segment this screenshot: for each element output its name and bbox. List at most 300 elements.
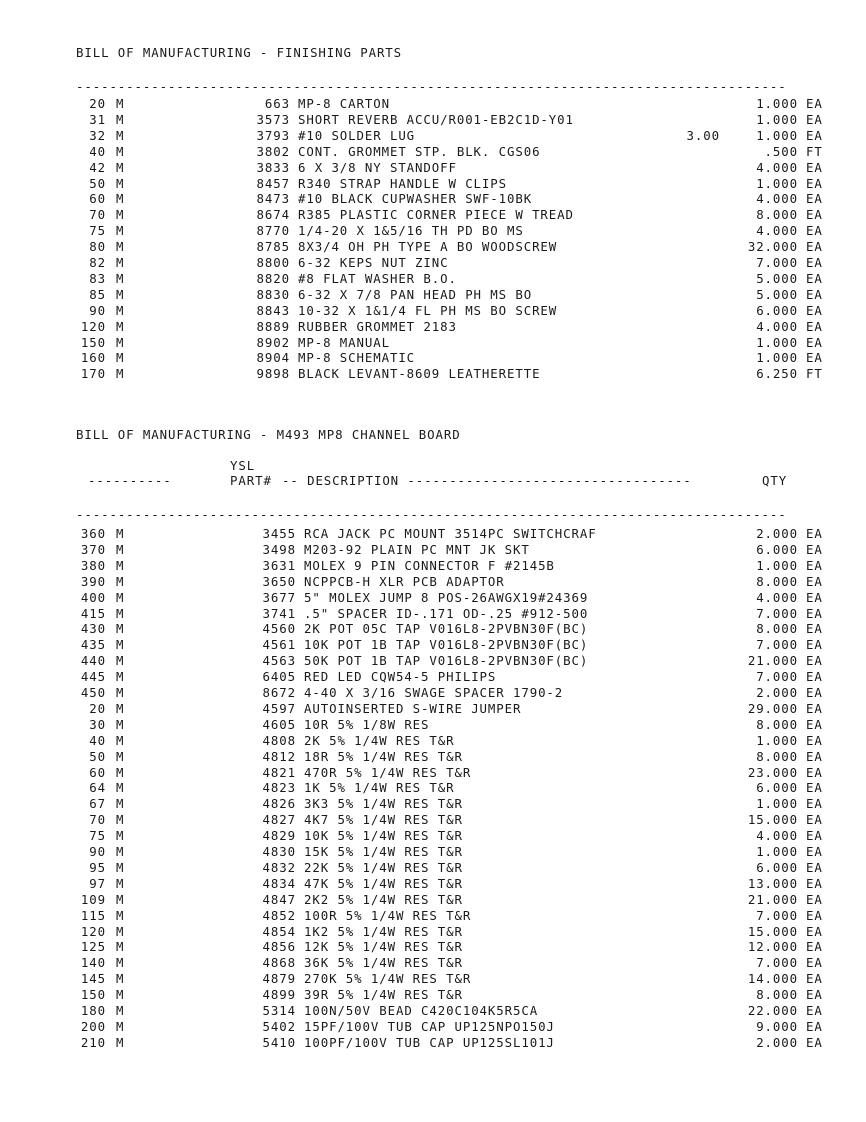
unit-cell: EA <box>806 175 823 191</box>
table-row <box>0 272 866 286</box>
table-row <box>0 591 866 605</box>
table-row <box>0 988 866 1002</box>
description-cell: 100PF/100V TUB CAP UP125SL101J <box>304 1034 555 1050</box>
part-number-cell: 4808 <box>262 732 296 748</box>
make-code-cell: M <box>116 350 124 366</box>
unit-cell: EA <box>806 939 823 955</box>
table-row <box>0 336 866 350</box>
level-cell: 160 <box>80 350 106 366</box>
quantity-cell: 4.000 <box>756 589 798 605</box>
make-code-cell: M <box>116 366 124 382</box>
description-cell: 100N/50V BEAD C420C104K5R5CA <box>304 1003 539 1018</box>
table-row <box>0 1004 866 1018</box>
level-cell: 30 <box>89 716 106 732</box>
level-cell: 60 <box>89 191 106 207</box>
level-cell: 90 <box>89 302 106 318</box>
level-cell: 390 <box>80 573 106 589</box>
table-row <box>0 1020 866 1034</box>
part-number-cell: 4856 <box>262 939 296 955</box>
table-row <box>0 177 866 191</box>
part-number-cell: 8889 <box>256 318 290 334</box>
quantity-cell: .500 <box>764 143 798 159</box>
part-number-cell: 4852 <box>262 907 296 923</box>
quantity-cell: 8.000 <box>756 573 798 589</box>
level-cell: 125 <box>80 939 106 955</box>
description-cell: 1/4-20 X 1&5/16 TH PD BO MS <box>298 223 524 239</box>
quantity-cell: 13.000 <box>747 875 798 891</box>
make-code-cell: M <box>116 255 124 270</box>
level-cell: 360 <box>80 526 106 541</box>
description-cell: 39R 5% 1/4W RES T&R <box>304 987 463 1003</box>
unit-cell: EA <box>806 907 823 923</box>
make-code-cell: M <box>116 1018 124 1034</box>
quantity-cell: 2.000 <box>756 685 798 700</box>
unit-cell: EA <box>806 700 823 716</box>
quantity-cell: 6.000 <box>756 859 798 875</box>
description-cell: 50K POT 1B TAP V016L8-2PVBN30F(BC) <box>304 653 589 669</box>
unit-cell: EA <box>806 1034 823 1050</box>
part-number-cell: 3631 <box>262 557 296 573</box>
quantity-cell: 9.000 <box>756 1018 798 1034</box>
level-cell: 40 <box>89 143 106 159</box>
quantity-cell: 5.000 <box>756 270 798 286</box>
header-part: PART# <box>230 473 272 488</box>
make-code-cell: M <box>116 334 124 350</box>
description-cell: 2K 5% 1/4W RES T&R <box>304 732 455 748</box>
part-number-cell: 8843 <box>256 302 290 318</box>
level-cell: 90 <box>89 844 106 859</box>
make-code-cell: M <box>116 844 124 859</box>
unit-cell: EA <box>806 653 823 669</box>
level-cell: 145 <box>80 971 106 987</box>
description-cell: #10 SOLDER LUG <box>298 127 416 143</box>
level-cell: 82 <box>89 255 106 270</box>
part-number-cell: 5410 <box>262 1034 296 1050</box>
part-number-cell: 4561 <box>262 637 296 653</box>
level-cell: 109 <box>80 891 106 907</box>
make-code-cell: M <box>116 223 124 239</box>
quantity-cell: 7.000 <box>756 255 798 270</box>
unit-cell: EA <box>806 526 823 541</box>
unit-cell: EA <box>806 557 823 573</box>
level-cell: 380 <box>80 557 106 573</box>
table-row <box>0 829 866 843</box>
table-row <box>0 208 866 222</box>
part-number-cell: 6405 <box>262 669 296 685</box>
make-code-cell: M <box>116 191 124 207</box>
description-cell: 12K 5% 1/4W RES T&R <box>304 939 463 955</box>
part-number-cell: 4827 <box>262 812 296 828</box>
quantity-cell: 1.000 <box>756 96 798 111</box>
quantity-cell: 8.000 <box>756 987 798 1003</box>
make-code-cell: M <box>116 573 124 589</box>
description-cell: CONT. GROMMET STP. BLK. CGS06 <box>298 143 541 159</box>
make-code-cell: M <box>116 318 124 334</box>
make-code-cell: M <box>116 589 124 605</box>
make-code-cell: M <box>116 605 124 621</box>
level-cell: 440 <box>80 653 106 669</box>
quantity-cell: 8.000 <box>756 207 798 223</box>
description-cell: #8 FLAT WASHER B.O. <box>298 270 457 286</box>
table-row <box>0 750 866 764</box>
description-cell: 22K 5% 1/4W RES T&R <box>304 859 463 875</box>
quantity-cell: 4.000 <box>756 191 798 207</box>
quantity-cell: 7.000 <box>756 637 798 653</box>
unit-cell: EA <box>806 302 823 318</box>
make-code-cell: M <box>116 286 124 302</box>
description-cell: 100R 5% 1/4W RES T&R <box>304 907 472 923</box>
level-cell: 50 <box>89 175 106 191</box>
level-cell: 50 <box>89 748 106 764</box>
make-code-cell: M <box>116 1034 124 1050</box>
quantity-cell: 8.000 <box>756 748 798 764</box>
description-cell: 15PF/100V TUB CAP UP125NPO150J <box>304 1018 555 1034</box>
level-cell: 430 <box>80 621 106 637</box>
description-cell: 470R 5% 1/4W RES T&R <box>304 764 472 780</box>
part-number-cell: 663 <box>264 96 290 111</box>
level-cell: 80 <box>89 239 106 255</box>
quantity-cell: 8.000 <box>756 621 798 637</box>
description-cell: 4-40 X 3/16 SWAGE SPACER 1790-2 <box>304 685 564 700</box>
level-cell: 150 <box>80 987 106 1003</box>
part-number-cell: 4847 <box>262 891 296 907</box>
description-cell: 6-32 KEPS NUT ZINC <box>298 255 449 270</box>
make-code-cell: M <box>116 270 124 286</box>
unit-cell: EA <box>806 812 823 828</box>
header-left-dashes: ---------- <box>88 473 172 488</box>
make-code-cell: M <box>116 637 124 653</box>
description-cell: MP-8 CARTON <box>298 96 390 111</box>
make-code-cell: M <box>116 828 124 844</box>
part-number-cell: 8672 <box>262 685 296 700</box>
level-cell: 20 <box>89 700 106 716</box>
part-number-cell: 4854 <box>262 923 296 939</box>
make-code-cell: M <box>116 923 124 939</box>
part-number-cell: 4823 <box>262 780 296 796</box>
unit-cell: FT <box>806 366 823 382</box>
table-row <box>0 351 866 365</box>
level-cell: 75 <box>89 223 106 239</box>
table-row <box>0 781 866 795</box>
level-cell: 70 <box>89 812 106 828</box>
description-cell: 270K 5% 1/4W RES T&R <box>304 971 472 987</box>
quantity-cell: 1.000 <box>756 175 798 191</box>
table-row <box>0 797 866 811</box>
level-cell: 120 <box>80 923 106 939</box>
make-code-cell: M <box>116 748 124 764</box>
level-cell: 32 <box>89 127 106 143</box>
make-code-cell: M <box>116 764 124 780</box>
level-cell: 67 <box>89 796 106 812</box>
quantity-cell: 22.000 <box>747 1003 798 1018</box>
unit-cell: EA <box>806 875 823 891</box>
section1-rule: ------------------------------------------------------------------------------------- <box>76 79 787 94</box>
level-cell: 210 <box>80 1034 106 1050</box>
level-cell: 450 <box>80 685 106 700</box>
description-cell: RCA JACK PC MOUNT 3514PC SWITCHCRAF <box>304 526 597 541</box>
level-cell: 200 <box>80 1018 106 1034</box>
quantity-cell: 7.000 <box>756 955 798 971</box>
description-cell: AUTOINSERTED S-WIRE JUMPER <box>304 700 522 716</box>
unit-cell: EA <box>806 286 823 302</box>
description-cell: 10K POT 1B TAP V016L8-2PVBN30F(BC) <box>304 637 589 653</box>
unit-cell: EA <box>806 1018 823 1034</box>
table-row <box>0 161 866 175</box>
table-row <box>0 288 866 302</box>
part-number-cell: 5402 <box>262 1018 296 1034</box>
description-cell: SHORT REVERB ACCU/R001-EB2C1D-Y01 <box>298 111 574 127</box>
section2-rule: ------------------------------------------------------------------------------------- <box>76 507 787 522</box>
level-cell: 140 <box>80 955 106 971</box>
quantity-cell: 7.000 <box>756 907 798 923</box>
unit-cell: EA <box>806 796 823 812</box>
make-code-cell: M <box>116 159 124 175</box>
make-code-cell: M <box>116 971 124 987</box>
make-code-cell: M <box>116 812 124 828</box>
table-row <box>0 686 866 700</box>
quantity-cell: 7.000 <box>756 605 798 621</box>
description-cell: MOLEX 9 PIN CONNECTOR F #2145B <box>304 557 555 573</box>
unit-cell: EA <box>806 318 823 334</box>
make-code-cell: M <box>116 526 124 541</box>
quantity-cell: 1.000 <box>756 732 798 748</box>
table-row <box>0 638 866 652</box>
quantity-cell: 15.000 <box>747 812 798 828</box>
make-code-cell: M <box>116 939 124 955</box>
unit-cell: EA <box>806 987 823 1003</box>
table-row <box>0 367 866 381</box>
part-number-cell: 8457 <box>256 175 290 191</box>
level-cell: 415 <box>80 605 106 621</box>
table-row <box>0 145 866 159</box>
quantity-cell: 14.000 <box>747 971 798 987</box>
level-cell: 75 <box>89 828 106 844</box>
part-number-cell: 4834 <box>262 875 296 891</box>
quantity-cell: 5.000 <box>756 286 798 302</box>
unit-cell: EA <box>806 541 823 557</box>
unit-cell: EA <box>806 669 823 685</box>
description-cell: R340 STRAP HANDLE W CLIPS <box>298 175 507 191</box>
part-number-cell: 4826 <box>262 796 296 812</box>
part-number-cell: 3802 <box>256 143 290 159</box>
make-code-cell: M <box>116 796 124 812</box>
part-number-cell: 4832 <box>262 859 296 875</box>
unit-cell: EA <box>806 127 823 143</box>
description-cell: #10 BLACK CUPWASHER SWF-10BK <box>298 191 533 207</box>
quantity-cell: 32.000 <box>747 239 798 255</box>
description-cell: 15K 5% 1/4W RES T&R <box>304 844 463 859</box>
description-cell: 6-32 X 7/8 PAN HEAD PH MS BO <box>298 286 533 302</box>
quantity-cell: 12.000 <box>747 939 798 955</box>
unit-cell: EA <box>806 716 823 732</box>
level-cell: 40 <box>89 732 106 748</box>
table-row <box>0 527 866 541</box>
part-number-cell: 4829 <box>262 828 296 844</box>
part-number-cell: 3455 <box>262 526 296 541</box>
part-number-cell: 9898 <box>256 366 290 382</box>
description-cell: 10R 5% 1/8W RES <box>304 716 430 732</box>
quantity-cell: 6.000 <box>756 302 798 318</box>
unit-cell: EA <box>806 732 823 748</box>
unit-cell: EA <box>806 891 823 907</box>
unit-cell: EA <box>806 748 823 764</box>
description-cell: RED LED CQW54-5 PHILIPS <box>304 669 497 685</box>
make-code-cell: M <box>116 127 124 143</box>
part-number-cell: 4812 <box>262 748 296 764</box>
table-row <box>0 845 866 859</box>
table-row <box>0 256 866 270</box>
header-ysl: YSL <box>230 458 256 473</box>
quantity-cell: 4.000 <box>756 223 798 239</box>
table-row <box>0 893 866 907</box>
part-number-cell: 3650 <box>262 573 296 589</box>
part-number-cell: 3741 <box>262 605 296 621</box>
unit-cell: EA <box>806 844 823 859</box>
unit-cell: EA <box>806 255 823 270</box>
section1-title: BILL OF MANUFACTURING - FINISHING PARTS <box>76 45 403 60</box>
unit-cell: EA <box>806 573 823 589</box>
unit-cell: EA <box>806 191 823 207</box>
level-cell: 115 <box>80 907 106 923</box>
quantity-cell: 21.000 <box>747 891 798 907</box>
unit-cell: EA <box>806 685 823 700</box>
part-number-cell: 4605 <box>262 716 296 732</box>
unit-cell: EA <box>806 859 823 875</box>
description-cell: 2K POT 05C TAP V016L8-2PVBN30F(BC) <box>304 621 589 637</box>
make-code-cell: M <box>116 557 124 573</box>
quantity-cell: 4.000 <box>756 318 798 334</box>
quantity-cell: 4.000 <box>756 828 798 844</box>
unit-cell: EA <box>806 159 823 175</box>
part-number-cell: 4830 <box>262 844 296 859</box>
make-code-cell: M <box>116 653 124 669</box>
description-cell: MP-8 SCHEMATIC <box>298 350 416 366</box>
part-number-cell: 8800 <box>256 255 290 270</box>
part-number-cell: 8820 <box>256 270 290 286</box>
level-cell: 31 <box>89 111 106 127</box>
level-cell: 95 <box>89 859 106 875</box>
description-cell: 36K 5% 1/4W RES T&R <box>304 955 463 971</box>
table-row <box>0 940 866 954</box>
quantity-cell: 1.000 <box>756 350 798 366</box>
unit-cell: EA <box>806 605 823 621</box>
part-number-cell: 3498 <box>262 541 296 557</box>
part-number-cell: 4899 <box>262 987 296 1003</box>
quantity-cell: 23.000 <box>747 764 798 780</box>
make-code-cell: M <box>116 955 124 971</box>
part-number-cell: 8473 <box>256 191 290 207</box>
description-cell: 1K2 5% 1/4W RES T&R <box>304 923 463 939</box>
quantity-cell: 29.000 <box>747 700 798 716</box>
make-code-cell: M <box>116 987 124 1003</box>
table-row <box>0 1036 866 1050</box>
table-row <box>0 909 866 923</box>
table-row <box>0 654 866 668</box>
quantity-cell: 2.000 <box>756 526 798 541</box>
unit-cell: EA <box>806 223 823 239</box>
level-cell: 64 <box>89 780 106 796</box>
make-code-cell: M <box>116 891 124 907</box>
quantity-cell: 6.000 <box>756 541 798 557</box>
table-row <box>0 575 866 589</box>
table-row <box>0 766 866 780</box>
description-cell: 3K3 5% 1/4W RES T&R <box>304 796 463 812</box>
level-cell: 150 <box>80 334 106 350</box>
unit-cell: EA <box>806 111 823 127</box>
part-number-cell: 4868 <box>262 955 296 971</box>
part-number-cell: 4597 <box>262 700 296 716</box>
unit-cell: EA <box>806 207 823 223</box>
quantity-cell: 6.250 <box>756 366 798 382</box>
table-row <box>0 702 866 716</box>
description-cell: NCPPCB-H XLR PCB ADAPTOR <box>304 573 505 589</box>
description-cell: .5" SPACER ID-.171 OD-.25 #912-500 <box>304 605 589 621</box>
table-row <box>0 956 866 970</box>
make-code-cell: M <box>116 96 124 111</box>
table-row <box>0 972 866 986</box>
make-code-cell: M <box>116 716 124 732</box>
part-number-cell: 4879 <box>262 971 296 987</box>
part-number-cell: 8770 <box>256 223 290 239</box>
quantity-cell: 7.000 <box>756 669 798 685</box>
quantity-cell: 6.000 <box>756 780 798 796</box>
table-row <box>0 240 866 254</box>
description-cell: 10K 5% 1/4W RES T&R <box>304 828 463 844</box>
unit-cell: EA <box>806 923 823 939</box>
make-code-cell: M <box>116 685 124 700</box>
part-number-cell: 8674 <box>256 207 290 223</box>
level-cell: 400 <box>80 589 106 605</box>
quantity-cell: 4.000 <box>756 159 798 175</box>
make-code-cell: M <box>116 732 124 748</box>
part-number-cell: 8902 <box>256 334 290 350</box>
quantity-cell: 1.000 <box>756 127 798 143</box>
description-cell: 1K 5% 1/4W RES T&R <box>304 780 455 796</box>
make-code-cell: M <box>116 111 124 127</box>
table-row <box>0 224 866 238</box>
extra-cell: 3.00 <box>686 127 720 143</box>
description-cell: BLACK LEVANT-8609 LEATHERETTE <box>298 366 541 382</box>
unit-cell: EA <box>806 270 823 286</box>
quantity-cell: 2.000 <box>756 1034 798 1050</box>
description-cell: 6 X 3/8 NY STANDOFF <box>298 159 457 175</box>
make-code-cell: M <box>116 175 124 191</box>
header-qty: QTY <box>762 473 788 488</box>
make-code-cell: M <box>116 700 124 716</box>
table-row <box>0 192 866 206</box>
part-number-cell: 3573 <box>256 111 290 127</box>
unit-cell: EA <box>806 1003 823 1018</box>
level-cell: 85 <box>89 286 106 302</box>
part-number-cell: 4821 <box>262 764 296 780</box>
level-cell: 370 <box>80 541 106 557</box>
description-cell: 18R 5% 1/4W RES T&R <box>304 748 463 764</box>
unit-cell: EA <box>806 621 823 637</box>
part-number-cell: 8785 <box>256 239 290 255</box>
unit-cell: EA <box>806 239 823 255</box>
description-cell: M203-92 PLAIN PC MNT JK SKT <box>304 541 530 557</box>
part-number-cell: 3833 <box>256 159 290 175</box>
description-cell: 8X3/4 OH PH TYPE A BO WOODSCREW <box>298 239 558 255</box>
table-row <box>0 718 866 732</box>
make-code-cell: M <box>116 1003 124 1018</box>
part-number-cell: 8904 <box>256 350 290 366</box>
level-cell: 83 <box>89 270 106 286</box>
table-row <box>0 925 866 939</box>
table-row <box>0 813 866 827</box>
level-cell: 42 <box>89 159 106 175</box>
part-number-cell: 3677 <box>262 589 296 605</box>
